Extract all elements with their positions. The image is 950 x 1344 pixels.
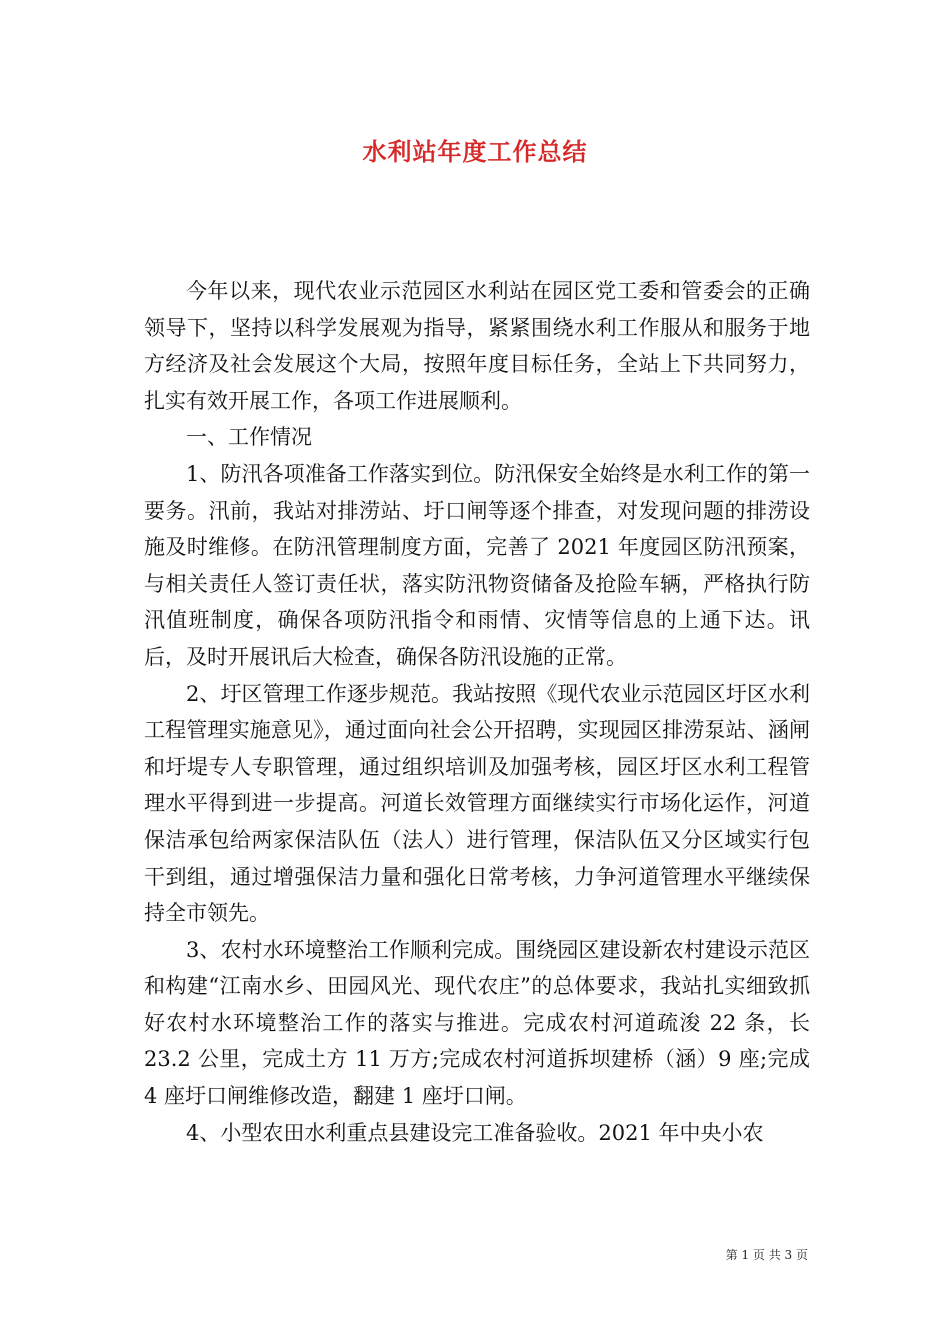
paragraph-polder-management: 2、圩区管理工作逐步规范。我站按照《现代农业示范园区圩区水利工程管理实施意见》，通过面向社会公开招聘，实现园区排涝泵站、涵闸和圩堤专人专职管理，通过组织培训及加强考核，园区圩区水利工程管理水平得到进一步提高。河道长效管理方面继续实行市场化运作，河道保洁承包给两家保洁队伍（法人）进行管理，保洁队伍又分区域实行包干到组，通过增强保洁力量和强化日常考核，力争河道管理水平继续保持全市领先。 [144,681,810,926]
paragraph-farmland-water: 4、小型农田水利重点县建设完工准备验收。2021 年中央小农 [186,1120,764,1145]
document-body [144,273,810,1151]
section-heading-work-status: 一、工作情况 [186,425,312,450]
paragraph-flood-prevention: 1、防汛各项准备工作落实到位。防汛保安全始终是水利工作的第一要务。汛前，我站对排涝站、圩口闸等逐个排查，对发现问题的排涝设施及时维修。在防汛管理制度方面，完善了 2021 年度园区防汛预案，与相关责任人签订责任状，落实防汛物资储备及抢险车辆，严格执行防汛值班制度，确保各项防汛指令和雨情、灾情等信息的上通下达。讯后，及时开展讯后大检查，确保各防汛设施的正常。 [144,461,810,669]
paragraph-intro: 今年以来，现代农业示范园区水利站在园区党工委和管委会的正确领导下，坚持以科学发展观为指导，紧紧围绕水利工作服从和服务于地方经济及社会发展这个大局，按照年度目标任务，全站上下共同努力，扎实有效开展工作，各项工作进展顺利。 [144,279,810,413]
page-number: 第 1 页 共 3 页 [725,1248,808,1262]
paragraph-water-environment: 3、农村水环境整治工作顺利完成。围绕园区建设新农村建设示范区和构建“江南水乡、田园风光、现代农庄”的总体要求，我站扎实细致抓好农村水环境整治工作的落实与推进。完成农村河道疏浚 22 条，长 23.2 公里，完成土方 11 万方;完成农村河道拆坝建桥（涵）9 座;完成 4 座圩口闸维修改造，翻建 1 座圩口闸。 [144,937,810,1109]
document-title: 水利站年度工作总结 [362,137,588,166]
